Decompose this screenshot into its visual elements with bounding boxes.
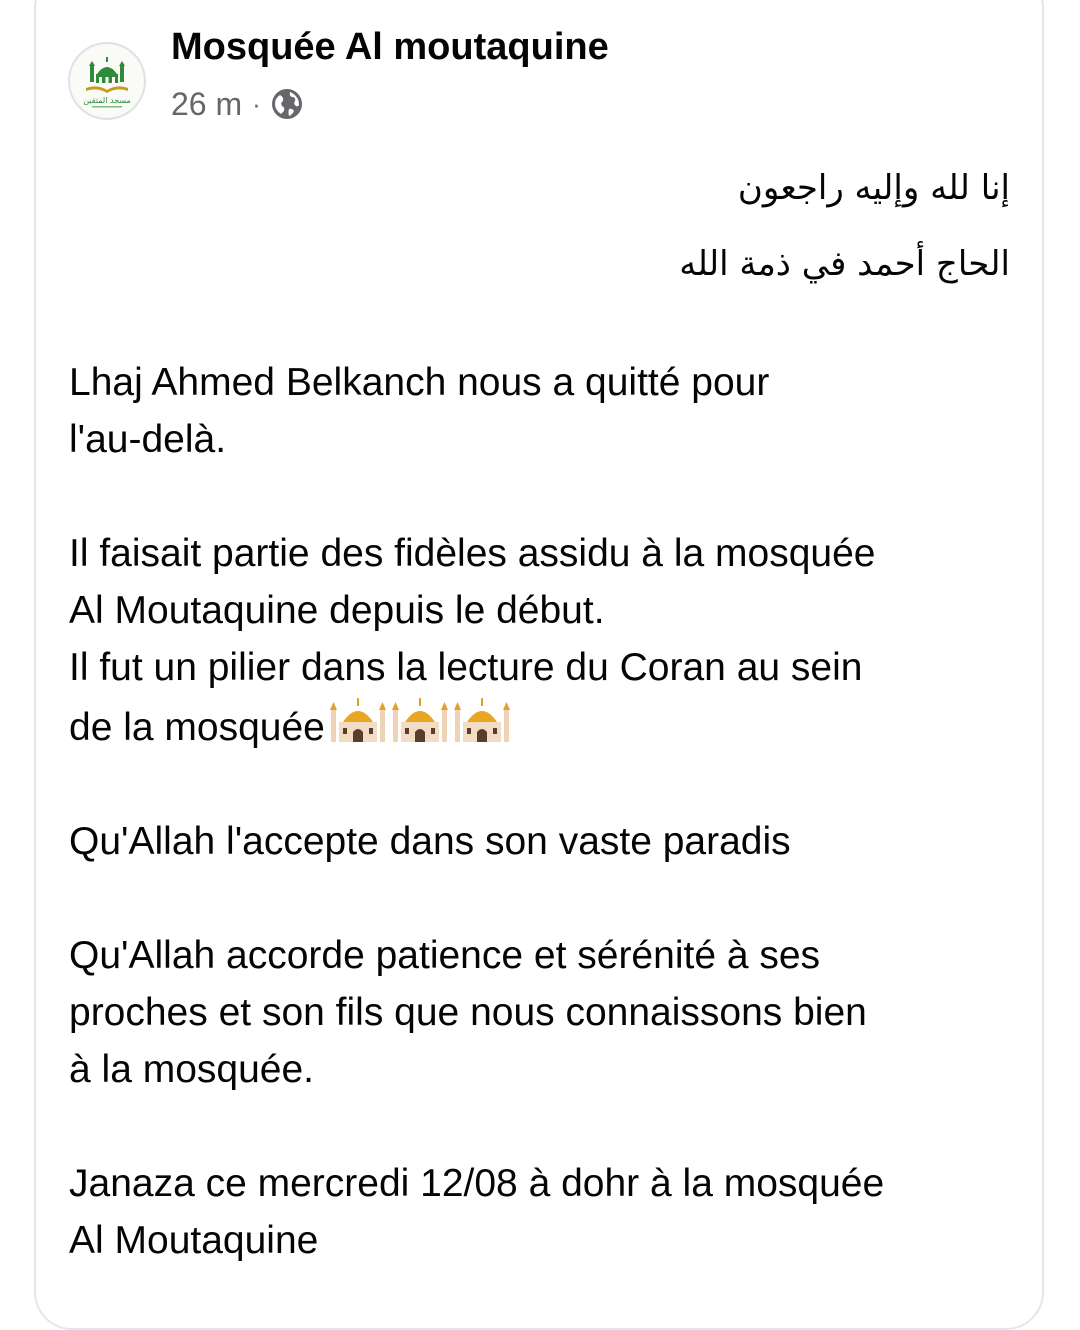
mosque-logo-icon bbox=[70, 44, 144, 118]
mosque-emoji-icon bbox=[391, 696, 449, 746]
post-header bbox=[68, 24, 1018, 134]
paragraph-condolences: Qu'Allah accorde patience et sérénité à ses proches et son fils que nous connaissons bien à la mosquée. bbox=[69, 934, 867, 1091]
paragraph-tribute-text: Il faisait partie des fidèles assidu à la mosquée Al Moutaquine depuis le début. Il fut un pilier dans la lecture du Coran au sein de la mosquée bbox=[69, 532, 876, 749]
post-meta bbox=[171, 84, 303, 124]
post-timestamp[interactable]: 26 m bbox=[171, 85, 243, 122]
arabic-line-2: الحاج أحمد في ذمة الله bbox=[679, 244, 1010, 284]
paragraph-departure: Lhaj Ahmed Belkanch nous a quitté pour l'au-delà. bbox=[69, 361, 770, 461]
paragraph-janaza: Janaza ce mercredi 12/08 à dohr à la mosquée Al Moutaquine bbox=[69, 1162, 885, 1262]
page-avatar[interactable] bbox=[68, 42, 146, 120]
arabic-line-1: إنا لله وإليه راجعون bbox=[737, 168, 1010, 208]
page-name-link[interactable]: Mosquée Al moutaquine bbox=[171, 26, 609, 68]
avatar-caption: مسجد المتقين bbox=[83, 96, 131, 105]
mosque-emoji-icon bbox=[453, 696, 511, 746]
mosque-emoji-group bbox=[325, 706, 511, 749]
mosque-emoji-icon bbox=[329, 696, 387, 746]
meta-separator: · bbox=[252, 88, 261, 119]
post-body bbox=[69, 150, 1014, 1269]
paragraph-prayer: Qu'Allah l'accepte dans son vaste paradis bbox=[69, 820, 791, 863]
paragraph-tribute bbox=[69, 525, 1014, 756]
globe-icon[interactable] bbox=[271, 88, 303, 120]
